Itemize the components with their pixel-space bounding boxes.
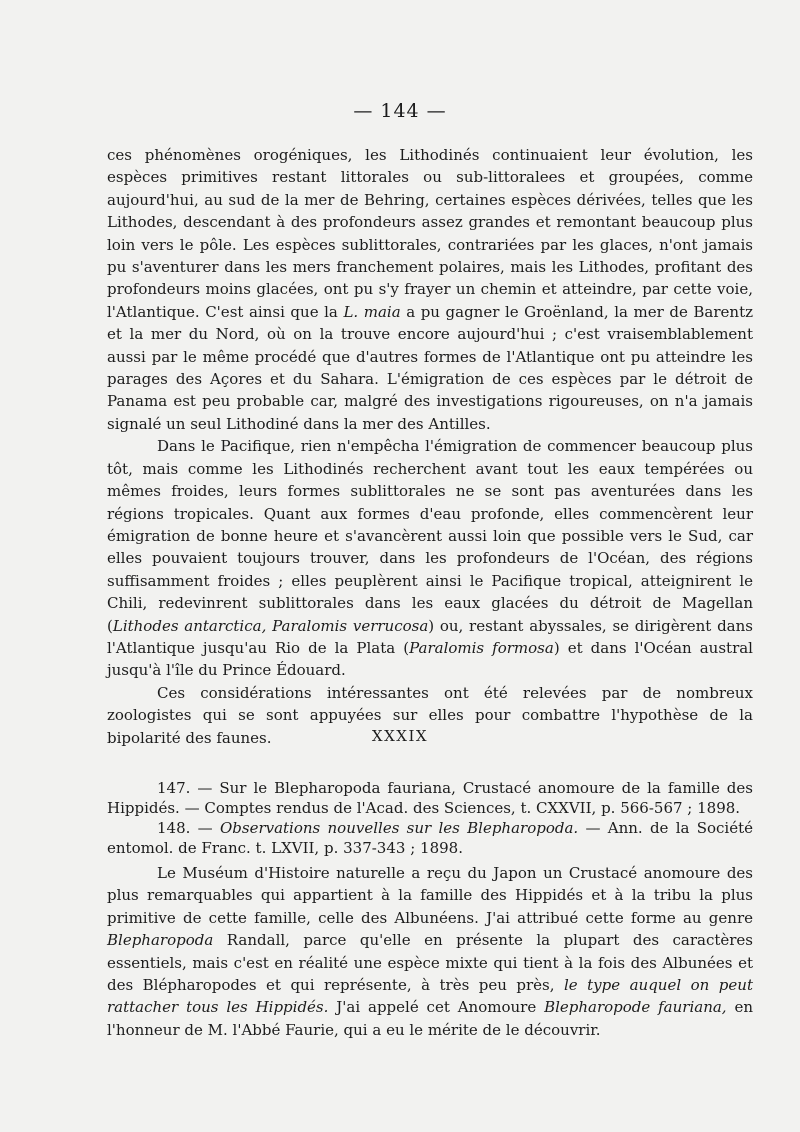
reference-147: 147. — Sur le Blepharopoda fauriana, Crustacé anomoure de la famille des Hippidés. — Comptes rendus de l'Acad. des Sciences, t. CXXVII, p. 566-567 ; 1898. — [107, 779, 753, 817]
species-name: Paralomis formosa — [409, 638, 554, 657]
species-name: L. maia — [343, 302, 401, 321]
paragraph-blepharopoda — [107, 862, 753, 1041]
reference-148 — [107, 818, 753, 858]
paragraph-text: Dans le Pacifique, rien n'empêcha l'émigration de commencer beaucoup plus tôt, mais comme les Lithodinés recherchent avant tout les eaux tempérées ou mêmes froides, leurs formes sublittorales ne se sont pas aventurées dans les régions tropicales. Quant aux formes d'eau profonde, elles commencèrent leur émigration de bonne heure et s'avancèrent aussi loin que possible vers le Sud, car elles pouvaient toujours trouver, dans les profondeurs de l'Océan, des régions suffisamment froides ; elles peuplèrent ainsi le Pacifique tropical, atteignirent le Chili, redevinrent sublittorales dans les eaux glacées du détroit de Magellan ( — [107, 437, 753, 635]
body-section — [107, 144, 753, 749]
emphasis-text: le type auquel on peut rattacher tous les Hippidés. — [107, 976, 753, 1017]
section-heading: XXXIX — [371, 727, 429, 745]
paragraph-text: J'ai appelé cet Anomoure — [336, 998, 537, 1017]
reference-number: 148. — — [157, 819, 213, 837]
species-name: Lithodes antarctica, Paralomis verrucosa — [112, 616, 429, 635]
paragraph-text: ) et dans l'Océan austral jusqu'à l'île du Prince Édouard. — [107, 638, 753, 680]
paragraph-pacific — [107, 435, 753, 681]
reference-source: — Ann. de la Société entomol. de Franc. t. LXVII, p. 337-343 ; 1898. — [107, 819, 754, 857]
paragraph-text: ces phénomènes orogéniques, les Lithodinés continuaient leur évolution, les espèces primitives restant littorales ou sub-littoralees et groupées, comme aujourd'hui, au sud de la mer de Behring, certaines espèces dérivées, telles que les Lithodes, descendant à des profondeurs assez grandes et remontant beaucoup plus loin vers le pôle. Les espèces sublittorales, contrariées par les glaces, n'ont jamais pu s'aventurer dans les mers franchement polaires, mais les Lithodes, profitant des profondeurs moins glacées, ont pu s'y frayer un chemin et atteindre, par cette voie, l'Atlantique. C'est ainsi que la — [107, 146, 753, 321]
species-name: Blepharopode fauriana, — [544, 998, 727, 1017]
paragraph-text: en l'honneur de M. l'Abbé Faurie, qui a eu le mérite de le découvrir. — [107, 998, 753, 1039]
genus-name: Blepharopoda — [107, 931, 214, 950]
paragraph-text: Randall, parce qu'elle en présente la plupart des caractères essentiels, mais c'est en réalité une espèce mixte qui tient à la fois des Albunées et des Blépharopodes et qui représente, à très peu près, — [107, 931, 753, 995]
page-number: — 144 — — [353, 100, 447, 122]
paragraph-text: ) ou, restant abyssales, se dirigèrent dans l'Atlantique jusqu'au Rio de la Plata ( — [107, 616, 753, 657]
body-section-blepharopoda — [107, 862, 753, 1041]
reference-title: Observations nouvelles sur les Blepharopoda. — [219, 819, 579, 837]
references-section — [107, 778, 753, 858]
paragraph-text: Ces considérations intéressantes ont été relevées par de nombreux zoologistes qui se sont appuyées sur elles pour combattre l'hypothèse de la bipolarité des faunes. — [107, 683, 753, 747]
paragraph-text: Le Muséum d'Histoire naturelle a reçu du Japon un Crustacé anomoure des plus remarquables qui appartient à la famille des Hippidés et à la tribu la plus primitive de cette famille, celle des Albunéens. J'ai attribué cette forme au genre — [107, 864, 753, 927]
paragraph-text: a pu gagner le Groënland, la mer de Barentz et la mer du Nord, où on la trouve encore aujourd'hui ; c'est vraisemblablement aussi par le même procédé que d'autres formes de l'Atlantique ont pu atteindre les parages des Açores et du Sahara. L'émigration de ces espèces par le détroit de Panama est peu probable car, malgré des investigations rigoureuses, on n'a jamais signalé un seul Lithodiné dans la mer des Antilles. — [107, 302, 753, 433]
paragraph-lithodines-evolution — [107, 144, 753, 435]
